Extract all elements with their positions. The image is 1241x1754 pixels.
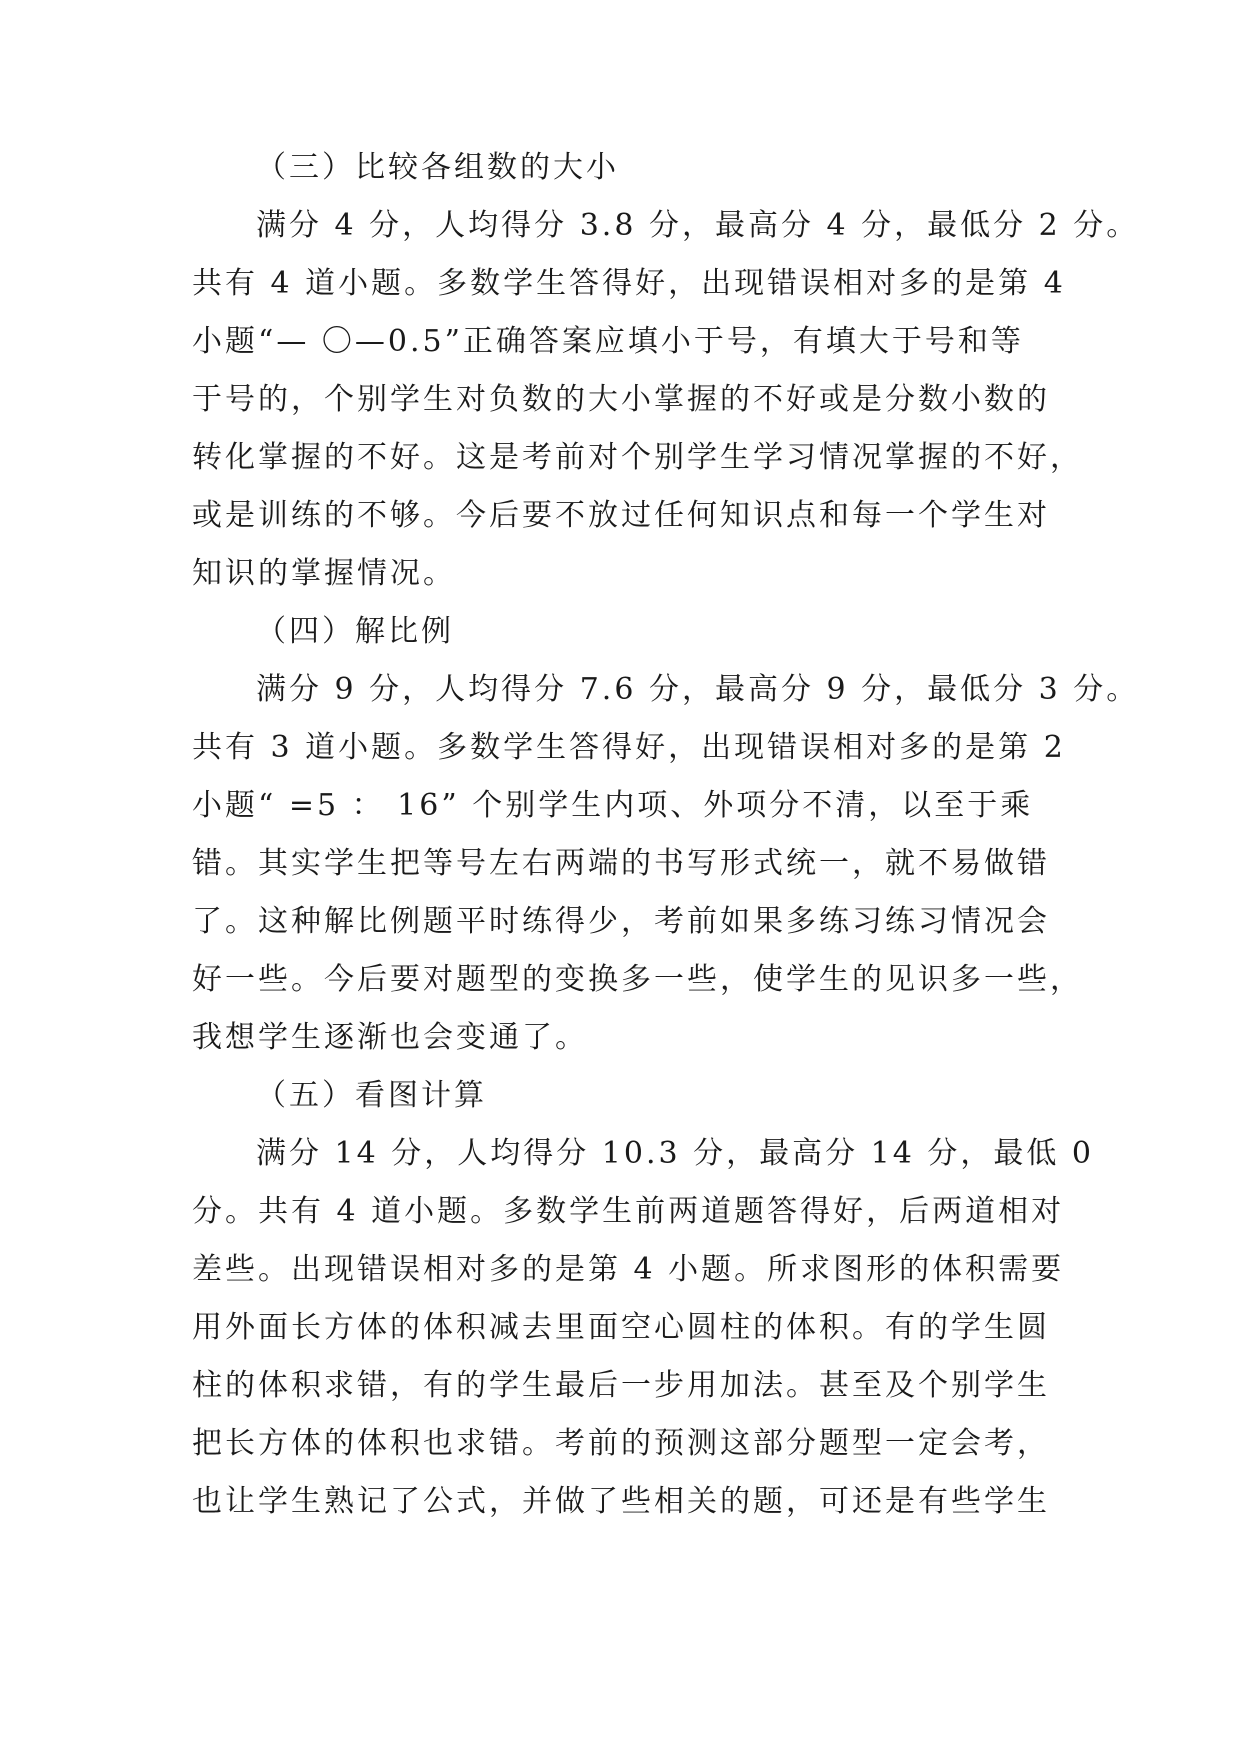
paragraph-line: 了。这种解比例题平时练得少，考前如果多练习练习情况会 <box>192 904 1050 939</box>
paragraph-line: 小题“ =5 ： 16” 个别学生内项、外项分不清，以至于乘 <box>192 788 1034 823</box>
paragraph-line: 于号的，个别学生对负数的大小掌握的不好或是分数小数的 <box>192 382 1050 417</box>
paragraph-line: 知识的掌握情况。 <box>192 556 456 591</box>
paragraph-line: 柱的体积求错，有的学生最后一步用加法。甚至及个别学生 <box>192 1368 1050 1403</box>
paragraph-line: 或是训练的不够。今后要不放过任何知识点和每一个学生对 <box>192 498 1050 533</box>
paragraph-line: 满分 14 分，人均得分 10.3 分，最高分 14 分，最低 0 <box>256 1136 1094 1171</box>
paragraph-line: 共有 3 道小题。多数学生答得好，出现错误相对多的是第 2 <box>192 730 1066 765</box>
section-heading: （三）比较各组数的大小 <box>256 150 619 185</box>
paragraph-line: 我想学生逐渐也会变通了。 <box>192 1020 588 1055</box>
paragraph-line: 错。其实学生把等号左右两端的书写形式统一，就不易做错 <box>192 846 1050 881</box>
paragraph-line: 满分 4 分，人均得分 3.8 分，最高分 4 分，最低分 2 分。 <box>256 208 1140 243</box>
paragraph-line: 满分 9 分，人均得分 7.6 分，最高分 9 分，最低分 3 分。 <box>256 672 1140 707</box>
section-heading: （五）看图计算 <box>256 1078 487 1113</box>
paragraph-line: 好一些。今后要对题型的变换多一些，使学生的见识多一些， <box>192 962 1083 997</box>
paragraph-line: 转化掌握的不好。这是考前对个别学生学习情况掌握的不好， <box>192 440 1083 475</box>
paragraph-line: 分。共有 4 道小题。多数学生前两道题答得好，后两道相对 <box>192 1194 1065 1229</box>
paragraph-line: 把长方体的体积也求错。考前的预测这部分题型一定会考， <box>192 1426 1050 1461</box>
paragraph-line: 用外面长方体的体积减去里面空心圆柱的体积。有的学生圆 <box>192 1310 1050 1345</box>
paragraph-line: 也让学生熟记了公式，并做了些相关的题，可还是有些学生 <box>192 1484 1050 1519</box>
paragraph-line: 差些。出现错误相对多的是第 4 小题。所求图形的体积需要 <box>192 1252 1065 1287</box>
paragraph-line: 小题“— 〇—0.5”正确答案应填小于号，有填大于号和等 <box>192 324 1024 359</box>
section-heading: （四）解比例 <box>256 614 454 649</box>
paragraph-line: 共有 4 道小题。多数学生答得好，出现错误相对多的是第 4 <box>192 266 1066 301</box>
